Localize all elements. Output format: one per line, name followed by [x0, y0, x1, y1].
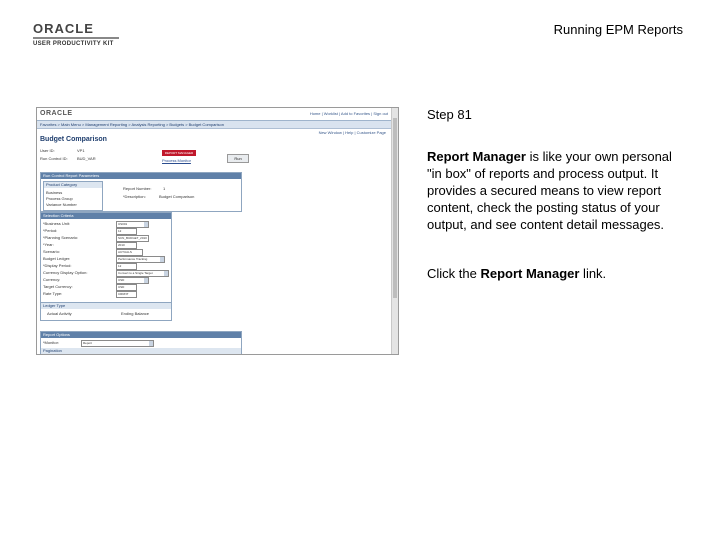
- budget-ledger-select[interactable]: Performance Tracking: [116, 256, 165, 263]
- screenshot-breadcrumb: Favorites > Main Menu > Management Reporting > Analysis Reporting > Budgets > Budget Comparison: [37, 121, 398, 129]
- business-unit-select[interactable]: US001: [116, 221, 149, 228]
- process-monitor-link[interactable]: Process Monitor: [162, 158, 191, 163]
- application-screenshot: [36, 107, 399, 355]
- field-label: *Display Period:: [43, 263, 72, 268]
- field-label: *Planning Scenario:: [43, 235, 79, 240]
- scenario-input[interactable]: ACTUALS: [116, 249, 143, 256]
- user-id-label: User ID:: [40, 148, 55, 153]
- radio-ending-balance[interactable]: Ending Balance: [121, 311, 150, 316]
- radio-variance-number[interactable]: Variance Number: [46, 202, 77, 207]
- description-label: *Description:: [123, 194, 146, 199]
- currency-option-select[interactable]: Convert to a Single Target: [116, 270, 169, 277]
- run-control-label: Run Control ID:: [40, 156, 68, 161]
- oracle-upk-logo: [33, 22, 133, 47]
- screenshot-top-links: Home | Worklist | Add to Favorites | Sign out: [309, 111, 388, 116]
- field-label: Budget Ledger:: [43, 256, 71, 261]
- target-currency-input[interactable]: USD: [116, 284, 137, 291]
- planning-scenario-input[interactable]: SCN_BUDGET_2010: [116, 235, 149, 242]
- display-period-input[interactable]: 12: [116, 263, 137, 270]
- field-label: Scenario:: [43, 249, 60, 254]
- field-label: *Period:: [43, 228, 58, 233]
- screenshot-header: [37, 108, 398, 121]
- year-input[interactable]: 2010: [116, 242, 137, 249]
- report-number-value: 1: [163, 186, 166, 191]
- screenshot-logo: ORACLE: [40, 110, 73, 117]
- user-id-value: VP1: [77, 148, 85, 153]
- screenshot-utility-links: New Window | Help | Customize Page: [318, 130, 386, 135]
- section-header: Selection Criteria: [41, 213, 171, 219]
- ledger-type-section: [40, 302, 172, 321]
- action-suffix: link.: [579, 266, 607, 281]
- logo-oracle-text: ORACLE: [33, 21, 94, 36]
- document-title: Running EPM Reports: [553, 22, 683, 37]
- action-paragraph: [427, 265, 689, 282]
- report-options-section: [40, 331, 242, 355]
- selection-criteria-section: [40, 212, 172, 310]
- scrollbar-thumb[interactable]: [393, 118, 397, 298]
- monitor-label: *Monitor:: [43, 340, 60, 345]
- field-label: Currency Display Option:: [43, 270, 88, 275]
- report-manager-term: Report Manager: [427, 149, 526, 164]
- section-header: Ledger Type: [41, 303, 171, 309]
- run-button[interactable]: Run: [227, 154, 249, 163]
- action-prefix: Click the: [427, 266, 481, 281]
- rate-type-input[interactable]: CRRNT: [116, 291, 137, 298]
- period-input[interactable]: 12: [116, 228, 137, 235]
- report-manager-link[interactable]: REPORT MANAGER: [162, 150, 196, 156]
- field-label: Target Currency:: [43, 284, 73, 289]
- report-parameters-section: [40, 172, 242, 212]
- product-category-group: [43, 181, 103, 211]
- group-header: Product Category: [44, 182, 102, 188]
- field-label: Rate Type:: [43, 291, 63, 296]
- logo-upk-text: USER PRODUCTIVITY KIT: [33, 41, 114, 47]
- instruction-paragraph: [427, 148, 689, 233]
- currency-select[interactable]: USD: [116, 277, 149, 284]
- screenshot-page-title: Budget Comparison: [40, 136, 107, 143]
- section-header: Report Options: [41, 332, 241, 338]
- radio-process-group[interactable]: Process Group: [46, 196, 73, 201]
- radio-actual-activity[interactable]: Actual Activity: [47, 311, 72, 316]
- run-control-value: BUD_VAR: [77, 156, 96, 161]
- radio-business[interactable]: Business: [46, 190, 63, 195]
- step-number: Step 81: [427, 107, 472, 122]
- description-value: Budget Comparison: [159, 194, 195, 199]
- field-label: *Business Unit:: [43, 221, 71, 226]
- pagination-header: Pagination: [41, 348, 241, 354]
- instruction-body: is like your own personal "in box" of reports and process output. It provides a secured means to view report content, check the posting status of your output, and see content detail messages.: [427, 149, 672, 232]
- field-label: Currency:: [43, 277, 61, 282]
- monitor-select[interactable]: Report: [81, 340, 154, 347]
- logo-rule: [33, 37, 119, 39]
- screenshot-scrollbar[interactable]: [391, 108, 398, 354]
- field-label: *Year:: [43, 242, 54, 247]
- report-number-label: Report Number:: [123, 186, 152, 191]
- section-header: Run Control Report Parameters: [41, 173, 241, 179]
- action-link-name: Report Manager: [480, 266, 580, 281]
